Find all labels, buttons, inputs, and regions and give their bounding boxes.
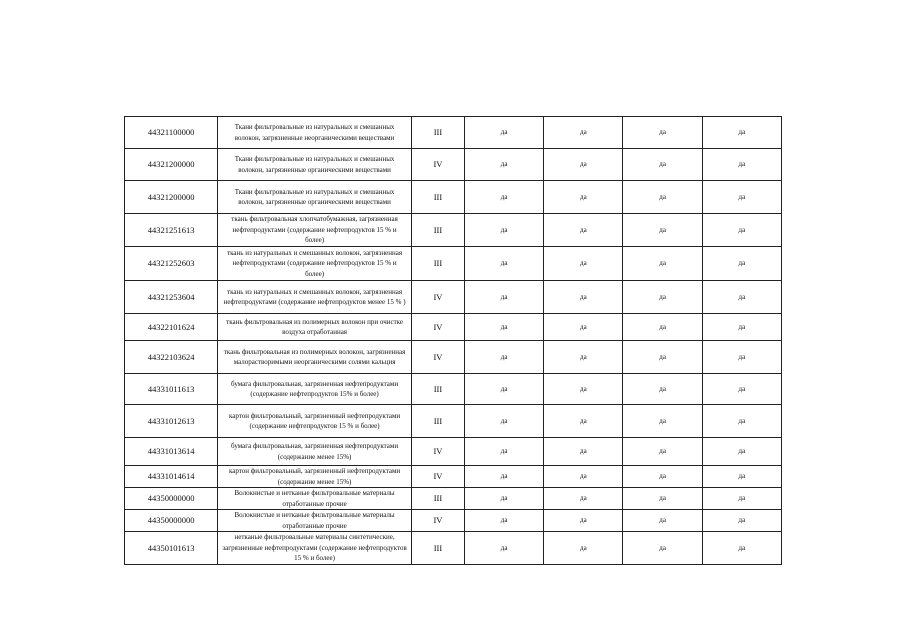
- table-row: [125, 117, 782, 149]
- yes-cell-2: да: [544, 532, 623, 565]
- hazard-class-cell: IV: [411, 341, 464, 374]
- hazard-class-cell: IV: [411, 149, 464, 181]
- yes-cell-4: да: [702, 247, 781, 281]
- table-row: [125, 488, 782, 510]
- table-row: [125, 181, 782, 214]
- yes-cell-4: да: [702, 181, 781, 214]
- table-row: [125, 314, 782, 341]
- table-row: [125, 281, 782, 314]
- waste-code-cell: 44331014614: [125, 466, 218, 488]
- waste-name-cell: Ткани фильтровальные из натуральных и смешанных волокон, загрязненные органическими веществами: [218, 149, 412, 181]
- yes-cell-4: да: [702, 341, 781, 374]
- hazard-class-cell: IV: [411, 510, 464, 532]
- yes-cell-4: да: [702, 117, 781, 149]
- table-row: [125, 405, 782, 438]
- hazard-class-cell: III: [411, 532, 464, 565]
- yes-cell-2: да: [544, 314, 623, 341]
- yes-cell-4: да: [702, 510, 781, 532]
- waste-name-cell: картон фильтровальный, загрязненный нефтепродуктами (содержание нефтепродуктов 15 % и более): [218, 405, 412, 438]
- waste-name-cell: картон фильтровальный, загрязненный нефтепродуктами (содержание менее 15%): [218, 466, 412, 488]
- yes-cell-3: да: [623, 532, 702, 565]
- yes-cell-2: да: [544, 214, 623, 247]
- waste-name-cell: ткань фильтровальная из полимерных волокон при очистке воздуха отработанная: [218, 314, 412, 341]
- waste-name-cell: ткань фильтровальная из полимерных волокон, загрязненная малорастворимыми неорганическими солями кальция: [218, 341, 412, 374]
- yes-cell-2: да: [544, 181, 623, 214]
- waste-code-cell: 44350000000: [125, 510, 218, 532]
- yes-cell-2: да: [544, 341, 623, 374]
- yes-cell-4: да: [702, 149, 781, 181]
- yes-cell-2: да: [544, 405, 623, 438]
- waste-name-cell: Ткани фильтровальные из натуральных и смешанных волокон, загрязненные неорганическими веществами: [218, 117, 412, 149]
- hazard-class-cell: IV: [411, 281, 464, 314]
- hazard-class-cell: III: [411, 247, 464, 281]
- hazard-class-cell: IV: [411, 438, 464, 466]
- yes-cell-3: да: [623, 214, 702, 247]
- yes-cell-3: да: [623, 117, 702, 149]
- waste-name-cell: нетканые фильтровальные материалы синтетические, загрязненные нефтепродуктами (содержание нефтепродуктов 15 % и более): [218, 532, 412, 565]
- table-row: [125, 374, 782, 405]
- yes-cell-1: да: [465, 181, 544, 214]
- waste-code-cell: 44321200000: [125, 149, 218, 181]
- yes-cell-4: да: [702, 405, 781, 438]
- yes-cell-1: да: [465, 510, 544, 532]
- yes-cell-3: да: [623, 466, 702, 488]
- waste-name-cell: бумага фильтровальная, загрязненная нефтепродуктами (содержание нефтепродуктов 15% и более): [218, 374, 412, 405]
- waste-name-cell: Волокнистые и нетканые фильтровальные материалы отработанные прочие: [218, 510, 412, 532]
- yes-cell-1: да: [465, 438, 544, 466]
- yes-cell-2: да: [544, 488, 623, 510]
- yes-cell-3: да: [623, 149, 702, 181]
- yes-cell-1: да: [465, 488, 544, 510]
- yes-cell-2: да: [544, 281, 623, 314]
- yes-cell-3: да: [623, 181, 702, 214]
- waste-name-cell: ткань из натуральных и смешанных волокон, загрязненная нефтепродуктами (содержание нефтепродуктов 15 % и более): [218, 247, 412, 281]
- waste-code-cell: 44321100000: [125, 117, 218, 149]
- yes-cell-1: да: [465, 314, 544, 341]
- waste-name-cell: ткань фильтровальная хлопчатобумажная, загрязненная нефтепродуктами (содержание нефтепродуктов 15 % и более): [218, 214, 412, 247]
- yes-cell-4: да: [702, 314, 781, 341]
- waste-name-cell: бумага фильтровальная, загрязненная нефтепродуктами (содержание менее 15%): [218, 438, 412, 466]
- waste-name-cell: Волокнистые и нетканые фильтровальные материалы отработанные прочие: [218, 488, 412, 510]
- table-row: [125, 214, 782, 247]
- yes-cell-2: да: [544, 149, 623, 181]
- yes-cell-2: да: [544, 117, 623, 149]
- yes-cell-1: да: [465, 405, 544, 438]
- yes-cell-1: да: [465, 247, 544, 281]
- waste-code-cell: 44321251613: [125, 214, 218, 247]
- hazard-class-cell: III: [411, 214, 464, 247]
- hazard-class-cell: III: [411, 405, 464, 438]
- yes-cell-4: да: [702, 488, 781, 510]
- waste-code-cell: 44350101613: [125, 532, 218, 565]
- yes-cell-2: да: [544, 247, 623, 281]
- waste-code-cell: 44322103624: [125, 341, 218, 374]
- table-row: [125, 438, 782, 466]
- waste-code-cell: 44322101624: [125, 314, 218, 341]
- hazard-class-cell: IV: [411, 314, 464, 341]
- hazard-class-cell: III: [411, 181, 464, 214]
- waste-name-cell: Ткани фильтровальные из натуральных и смешанных волокон, загрязненные органическими веществами: [218, 181, 412, 214]
- yes-cell-3: да: [623, 438, 702, 466]
- waste-name-cell: ткань из натуральных и смешанных волокон, загрязненная нефтепродуктами (содержание нефтепродуктов менее 15 % ): [218, 281, 412, 314]
- yes-cell-4: да: [702, 281, 781, 314]
- waste-code-cell: 44331013614: [125, 438, 218, 466]
- yes-cell-3: да: [623, 281, 702, 314]
- yes-cell-3: да: [623, 510, 702, 532]
- yes-cell-1: да: [465, 466, 544, 488]
- yes-cell-1: да: [465, 149, 544, 181]
- waste-code-cell: 44331011613: [125, 374, 218, 405]
- waste-code-cell: 44321200000: [125, 181, 218, 214]
- yes-cell-4: да: [702, 374, 781, 405]
- yes-cell-1: да: [465, 532, 544, 565]
- table-row: [125, 341, 782, 374]
- waste-classification-table: [124, 116, 782, 565]
- yes-cell-4: да: [702, 438, 781, 466]
- yes-cell-1: да: [465, 117, 544, 149]
- yes-cell-1: да: [465, 281, 544, 314]
- yes-cell-1: да: [465, 214, 544, 247]
- yes-cell-4: да: [702, 532, 781, 565]
- yes-cell-3: да: [623, 247, 702, 281]
- yes-cell-4: да: [702, 214, 781, 247]
- yes-cell-3: да: [623, 374, 702, 405]
- table-row: [125, 466, 782, 488]
- yes-cell-3: да: [623, 405, 702, 438]
- waste-code-cell: 44331012613: [125, 405, 218, 438]
- table-row: [125, 247, 782, 281]
- table-body: [125, 117, 782, 565]
- yes-cell-4: да: [702, 466, 781, 488]
- table-row: [125, 532, 782, 565]
- waste-code-cell: 44321253604: [125, 281, 218, 314]
- hazard-class-cell: III: [411, 117, 464, 149]
- table-row: [125, 510, 782, 532]
- waste-code-cell: 44321252603: [125, 247, 218, 281]
- yes-cell-2: да: [544, 438, 623, 466]
- hazard-class-cell: III: [411, 374, 464, 405]
- yes-cell-3: да: [623, 314, 702, 341]
- yes-cell-1: да: [465, 374, 544, 405]
- hazard-class-cell: III: [411, 488, 464, 510]
- waste-code-cell: 44350000000: [125, 488, 218, 510]
- hazard-class-cell: IV: [411, 466, 464, 488]
- yes-cell-2: да: [544, 510, 623, 532]
- table-row: [125, 149, 782, 181]
- yes-cell-2: да: [544, 466, 623, 488]
- yes-cell-3: да: [623, 488, 702, 510]
- yes-cell-2: да: [544, 374, 623, 405]
- yes-cell-1: да: [465, 341, 544, 374]
- yes-cell-3: да: [623, 341, 702, 374]
